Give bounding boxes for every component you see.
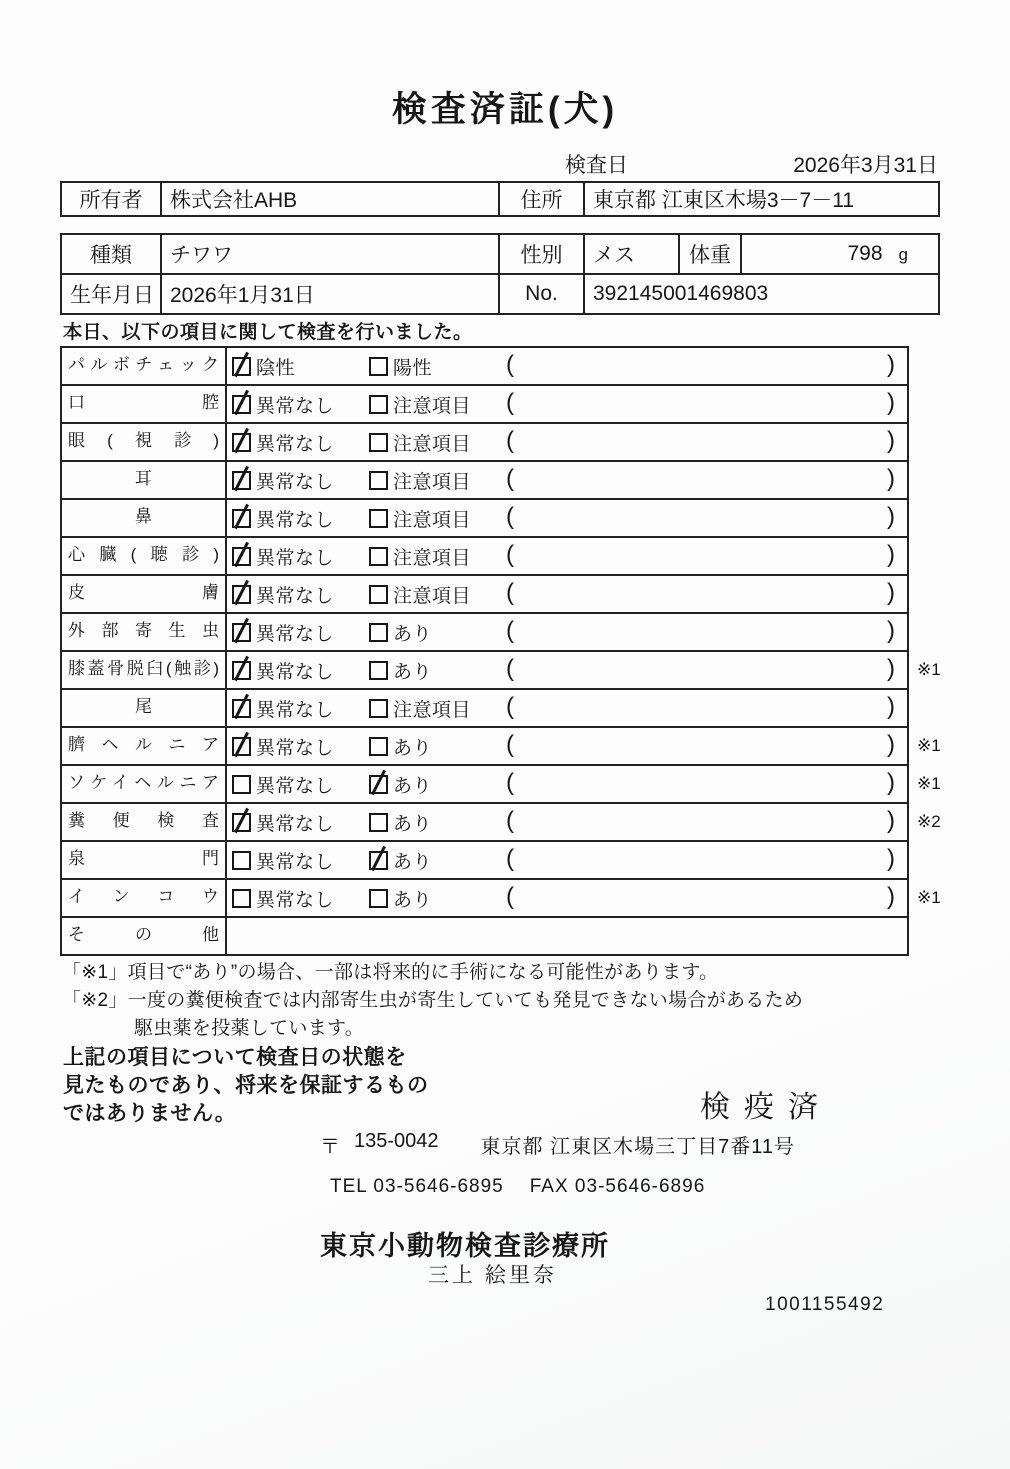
checkbox-icon bbox=[369, 585, 388, 604]
checklist-row bbox=[62, 880, 941, 918]
result-paren-open: ( bbox=[506, 882, 514, 910]
checklist-row bbox=[62, 386, 907, 424]
checkbox-icon bbox=[232, 471, 251, 490]
checklist-option-1-label: 異常なし bbox=[256, 851, 335, 873]
result-paren-open: ( bbox=[506, 388, 514, 416]
result-paren-open: ( bbox=[506, 578, 514, 606]
result-paren-close: ) bbox=[887, 350, 895, 378]
row-footnote-mark: ※1 bbox=[917, 888, 941, 907]
checklist-row-body bbox=[227, 386, 907, 422]
checkbox-icon bbox=[369, 851, 388, 870]
number-value: 392145001469803 bbox=[584, 274, 939, 314]
result-paren-close: ) bbox=[887, 388, 895, 416]
result-paren-open: ( bbox=[506, 616, 514, 644]
checkbox-icon bbox=[232, 395, 251, 414]
checkbox-icon bbox=[369, 889, 388, 908]
checklist-option-2-label: 注意項目 bbox=[393, 471, 472, 493]
row-footnote-mark: ※1 bbox=[917, 774, 941, 793]
checklist-item-label: パルボチェック bbox=[62, 348, 227, 384]
result-paren-open: ( bbox=[506, 844, 514, 872]
checklist-option-2 bbox=[369, 733, 506, 760]
checklist-option-1-label: 異常なし bbox=[256, 737, 335, 759]
footnote-2: 「※2」一度の糞便検査では内部寄生虫が寄生していても発見できない場合があるため bbox=[62, 990, 804, 1011]
checklist-row bbox=[62, 766, 941, 804]
sex-value: メス bbox=[584, 234, 679, 274]
pet-row-2 bbox=[61, 274, 939, 314]
footnotes bbox=[62, 961, 803, 1045]
checklist-option-1 bbox=[232, 391, 369, 418]
result-paren-close: ) bbox=[887, 654, 895, 682]
checkbox-icon bbox=[232, 357, 251, 376]
address-value: 東京都 江東区木場3－7－11 bbox=[584, 182, 939, 216]
checklist-item-label: インコウ bbox=[62, 880, 227, 916]
checklist-option-1-label: 異常なし bbox=[256, 509, 335, 531]
checkbox-icon bbox=[232, 433, 251, 452]
checklist-option-2-label: 注意項目 bbox=[393, 433, 472, 455]
checklist-item-label: 鼻 bbox=[62, 500, 227, 536]
weight-label: 体重 bbox=[679, 234, 741, 274]
result-paren-close: ) bbox=[887, 426, 895, 454]
result-paren-open: ( bbox=[506, 806, 514, 834]
quarantine-stamp: 検疫済 bbox=[700, 1091, 832, 1124]
breed-value: チワワ bbox=[161, 234, 499, 274]
pet-table bbox=[60, 233, 940, 315]
checklist-option-1-label: 異常なし bbox=[256, 547, 335, 569]
clinic-name: 東京小動物検査診療所 bbox=[320, 1231, 610, 1261]
checklist-row bbox=[62, 348, 907, 386]
footnote-2-continuation: 駆虫薬を投薬しています。 bbox=[134, 1018, 365, 1039]
checkbox-icon bbox=[369, 471, 388, 490]
checklist-option-2-label: 注意項目 bbox=[393, 585, 472, 607]
number-label: No. bbox=[499, 274, 584, 314]
checkbox-icon bbox=[369, 661, 388, 680]
checklist-option-2-label: あり bbox=[393, 813, 433, 835]
result-paren-open: ( bbox=[506, 502, 514, 530]
checklist-item-label: 眼(視診) bbox=[62, 424, 227, 460]
clinic-fax: FAX 03-5646-6896 bbox=[529, 1176, 706, 1197]
result-paren-close: ) bbox=[887, 616, 895, 644]
checkbox-icon bbox=[369, 547, 388, 566]
checklist-option-1 bbox=[232, 543, 369, 570]
owner-value: 株式会社AHB bbox=[161, 182, 499, 216]
checklist-row bbox=[62, 728, 941, 766]
result-paren-open: ( bbox=[506, 350, 514, 378]
row-footnote-mark: ※1 bbox=[917, 736, 941, 755]
result-paren-open: ( bbox=[506, 654, 514, 682]
inspection-date-row bbox=[565, 149, 938, 179]
checklist-item-label: 皮膚 bbox=[62, 576, 227, 612]
checklist-option-1-label: 異常なし bbox=[256, 889, 335, 911]
checklist-row-body bbox=[227, 766, 907, 802]
result-paren-close: ) bbox=[887, 502, 895, 530]
postal-mark-icon: 〒 bbox=[320, 1136, 340, 1158]
checklist-option-2-label: あり bbox=[393, 623, 433, 645]
closing-line-2: 見たものであり、将来を保証するもの bbox=[63, 1074, 429, 1097]
checkbox-icon bbox=[369, 699, 388, 718]
checklist-option-1-label: 異常なし bbox=[256, 395, 335, 417]
result-paren-open: ( bbox=[506, 730, 514, 758]
clinic-telfax-row bbox=[330, 1176, 705, 1198]
row-footnote-mark: ※2 bbox=[917, 812, 941, 831]
checklist-option-2 bbox=[369, 543, 506, 570]
checkbox-icon bbox=[369, 813, 388, 832]
checklist-option-2 bbox=[369, 505, 506, 532]
checklist-option-2-label: 注意項目 bbox=[393, 509, 472, 531]
examiner-name: 三上 絵里奈 bbox=[428, 1264, 557, 1287]
result-paren-open: ( bbox=[506, 692, 514, 720]
checklist-option-2 bbox=[369, 429, 506, 456]
result-paren-close: ) bbox=[887, 882, 895, 910]
checklist-option-2-label: あり bbox=[393, 737, 433, 759]
checklist-row-body bbox=[227, 614, 907, 650]
row-footnote-mark: ※1 bbox=[917, 660, 941, 679]
checklist-option-1-label: 異常なし bbox=[256, 623, 335, 645]
checklist-option-1 bbox=[232, 809, 369, 836]
checklist-option-1 bbox=[232, 657, 369, 684]
checkbox-icon bbox=[369, 737, 388, 756]
checklist-option-2 bbox=[369, 353, 506, 380]
checklist-item-label: 臍ヘルニア bbox=[62, 728, 227, 764]
checkbox-icon bbox=[232, 661, 251, 680]
checklist-option-2-label: あり bbox=[393, 775, 433, 797]
checklist-item-label: 泉門 bbox=[62, 842, 227, 878]
weight-value: 798 bbox=[847, 242, 883, 265]
intro-text: 本日、以下の項目に関して検査を行いました。 bbox=[63, 322, 473, 343]
result-paren-open: ( bbox=[506, 768, 514, 796]
checklist-option-2 bbox=[369, 809, 506, 836]
checklist-row bbox=[62, 500, 907, 538]
result-paren-close: ) bbox=[887, 540, 895, 568]
checkbox-icon bbox=[369, 433, 388, 452]
checklist-option-1 bbox=[232, 429, 369, 456]
checklist-option-2-label: 注意項目 bbox=[393, 547, 472, 569]
birthdate-value: 2026年1月31日 bbox=[161, 274, 499, 314]
checkbox-icon bbox=[232, 699, 251, 718]
checklist-row-body bbox=[227, 462, 907, 498]
checklist-option-2-label: あり bbox=[393, 889, 433, 911]
checklist-row bbox=[62, 538, 907, 576]
checklist-row-body bbox=[227, 576, 907, 612]
checklist-item-label: 口腔 bbox=[62, 386, 227, 422]
result-paren-close: ) bbox=[887, 692, 895, 720]
checklist-option-2 bbox=[369, 771, 506, 798]
result-paren-close: ) bbox=[887, 806, 895, 834]
checklist-row-body bbox=[227, 348, 907, 384]
checklist-row bbox=[62, 918, 907, 954]
checklist-row bbox=[62, 576, 907, 614]
clinic-address: 東京都 江東区木場三丁目7番11号 bbox=[480, 1136, 795, 1158]
address-label: 住所 bbox=[499, 182, 584, 216]
checkbox-icon bbox=[232, 775, 251, 794]
checklist-item-label: ソケイヘルニア bbox=[62, 766, 227, 802]
checkbox-icon bbox=[232, 585, 251, 604]
checklist-row-body bbox=[227, 500, 907, 536]
checklist-row bbox=[62, 842, 907, 880]
checklist-option-1 bbox=[232, 733, 369, 760]
checkbox-icon bbox=[232, 889, 251, 908]
checklist-option-1-label: 異常なし bbox=[256, 775, 335, 797]
checklist-option-1-label: 異常なし bbox=[256, 813, 335, 835]
document-number: 1001155492 bbox=[765, 1294, 885, 1315]
clinic-postal-row bbox=[320, 1130, 795, 1159]
checklist-item-label: 心臓(聴診) bbox=[62, 538, 227, 574]
checklist-option-1 bbox=[232, 771, 369, 798]
checkbox-icon bbox=[232, 851, 251, 870]
checklist-row-body bbox=[227, 842, 907, 878]
checklist-option-1-label: 異常なし bbox=[256, 699, 335, 721]
checklist-option-1 bbox=[232, 353, 369, 380]
result-paren-open: ( bbox=[506, 426, 514, 454]
checkbox-icon bbox=[232, 623, 251, 642]
checklist-row-body bbox=[227, 538, 907, 574]
checklist-option-2 bbox=[369, 885, 506, 912]
checkbox-icon bbox=[369, 509, 388, 528]
closing-line-1: 上記の項目について検査日の状態を bbox=[63, 1046, 407, 1069]
closing-statement bbox=[63, 1044, 429, 1128]
clinic-tel: TEL 03-5646-6895 bbox=[330, 1176, 504, 1197]
checklist-option-2-label: 注意項目 bbox=[393, 395, 472, 417]
checkbox-icon bbox=[232, 509, 251, 528]
checklist-item-label: 外部寄生虫 bbox=[62, 614, 227, 650]
document-title: 検査済証(犬) bbox=[391, 90, 619, 129]
birthdate-label: 生年月日 bbox=[61, 274, 161, 314]
pet-row-1 bbox=[61, 234, 939, 274]
checkbox-icon bbox=[232, 547, 251, 566]
checklist-option-1 bbox=[232, 847, 369, 874]
checklist-option-2-label: 注意項目 bbox=[393, 699, 472, 721]
checklist-row bbox=[62, 804, 941, 842]
checklist-row-body bbox=[227, 690, 907, 726]
checklist-row-body bbox=[227, 804, 907, 840]
checklist-row-body bbox=[227, 880, 907, 916]
checkbox-icon bbox=[369, 357, 388, 376]
owner-row bbox=[61, 182, 939, 216]
checklist-option-2-label: 陽性 bbox=[393, 357, 433, 379]
checklist-row-body bbox=[227, 728, 907, 764]
checklist-option-1-label: 異常なし bbox=[256, 585, 335, 607]
checklist-option-1 bbox=[232, 467, 369, 494]
checklist-item-label: その他 bbox=[62, 918, 227, 954]
checklist-option-2 bbox=[369, 581, 506, 608]
result-paren-close: ) bbox=[887, 768, 895, 796]
checklist-option-2 bbox=[369, 695, 506, 722]
checklist-item-label: 膝蓋骨脱臼(触診) bbox=[62, 652, 227, 688]
checklist-option-2 bbox=[369, 391, 506, 418]
closing-line-3: ではありません。 bbox=[63, 1102, 237, 1125]
checklist-option-1-label: 陰性 bbox=[256, 357, 296, 379]
result-paren-close: ) bbox=[887, 578, 895, 606]
checkbox-icon bbox=[369, 623, 388, 642]
postal-code: 135-0042 bbox=[354, 1130, 439, 1152]
inspection-date-value: 2026年3月31日 bbox=[793, 154, 938, 177]
checklist-option-2-label: あり bbox=[393, 661, 433, 683]
checklist-table bbox=[60, 346, 941, 956]
checklist-option-2-label: あり bbox=[393, 851, 433, 873]
checklist-row-body bbox=[227, 652, 907, 688]
weight-cell bbox=[741, 234, 939, 274]
checklist-option-2 bbox=[369, 467, 506, 494]
breed-label: 種類 bbox=[61, 234, 161, 274]
result-paren-close: ) bbox=[887, 464, 895, 492]
checkbox-icon bbox=[369, 775, 388, 794]
result-paren-close: ) bbox=[887, 844, 895, 872]
checklist-option-2 bbox=[369, 619, 506, 646]
checklist-item-label: 耳 bbox=[62, 462, 227, 498]
checklist-item-label: 糞便検査 bbox=[62, 804, 227, 840]
result-paren-open: ( bbox=[506, 464, 514, 492]
checklist-option-1 bbox=[232, 885, 369, 912]
checklist-option-1 bbox=[232, 695, 369, 722]
inspection-date-label: 検査日 bbox=[565, 154, 628, 177]
checkbox-icon bbox=[232, 737, 251, 756]
checklist-option-1 bbox=[232, 505, 369, 532]
owner-table bbox=[60, 181, 940, 217]
footnote-1: 「※1」項目で“あり”の場合、一部は将来的に手術になる可能性があります。 bbox=[62, 962, 719, 983]
checklist-option-1 bbox=[232, 619, 369, 646]
checklist-row bbox=[62, 424, 907, 462]
owner-label: 所有者 bbox=[61, 182, 161, 216]
checklist-row bbox=[62, 690, 907, 728]
checkbox-icon bbox=[232, 813, 251, 832]
checklist-row bbox=[62, 614, 907, 652]
checklist-option-1-label: 異常なし bbox=[256, 471, 335, 493]
checklist-option-1-label: 異常なし bbox=[256, 433, 335, 455]
checklist-option-1 bbox=[232, 581, 369, 608]
checklist-row-body bbox=[227, 918, 907, 954]
checklist-row bbox=[62, 462, 907, 500]
checklist-row-body bbox=[227, 424, 907, 460]
result-paren-close: ) bbox=[887, 730, 895, 758]
checklist-option-2 bbox=[369, 847, 506, 874]
result-paren-open: ( bbox=[506, 540, 514, 568]
checklist-item-label: 尾 bbox=[62, 690, 227, 726]
weight-unit: g bbox=[898, 245, 908, 264]
sex-label: 性別 bbox=[499, 234, 584, 274]
checklist-option-1-label: 異常なし bbox=[256, 661, 335, 683]
checklist-row bbox=[62, 652, 941, 690]
checkbox-icon bbox=[369, 395, 388, 414]
checklist-option-2 bbox=[369, 657, 506, 684]
